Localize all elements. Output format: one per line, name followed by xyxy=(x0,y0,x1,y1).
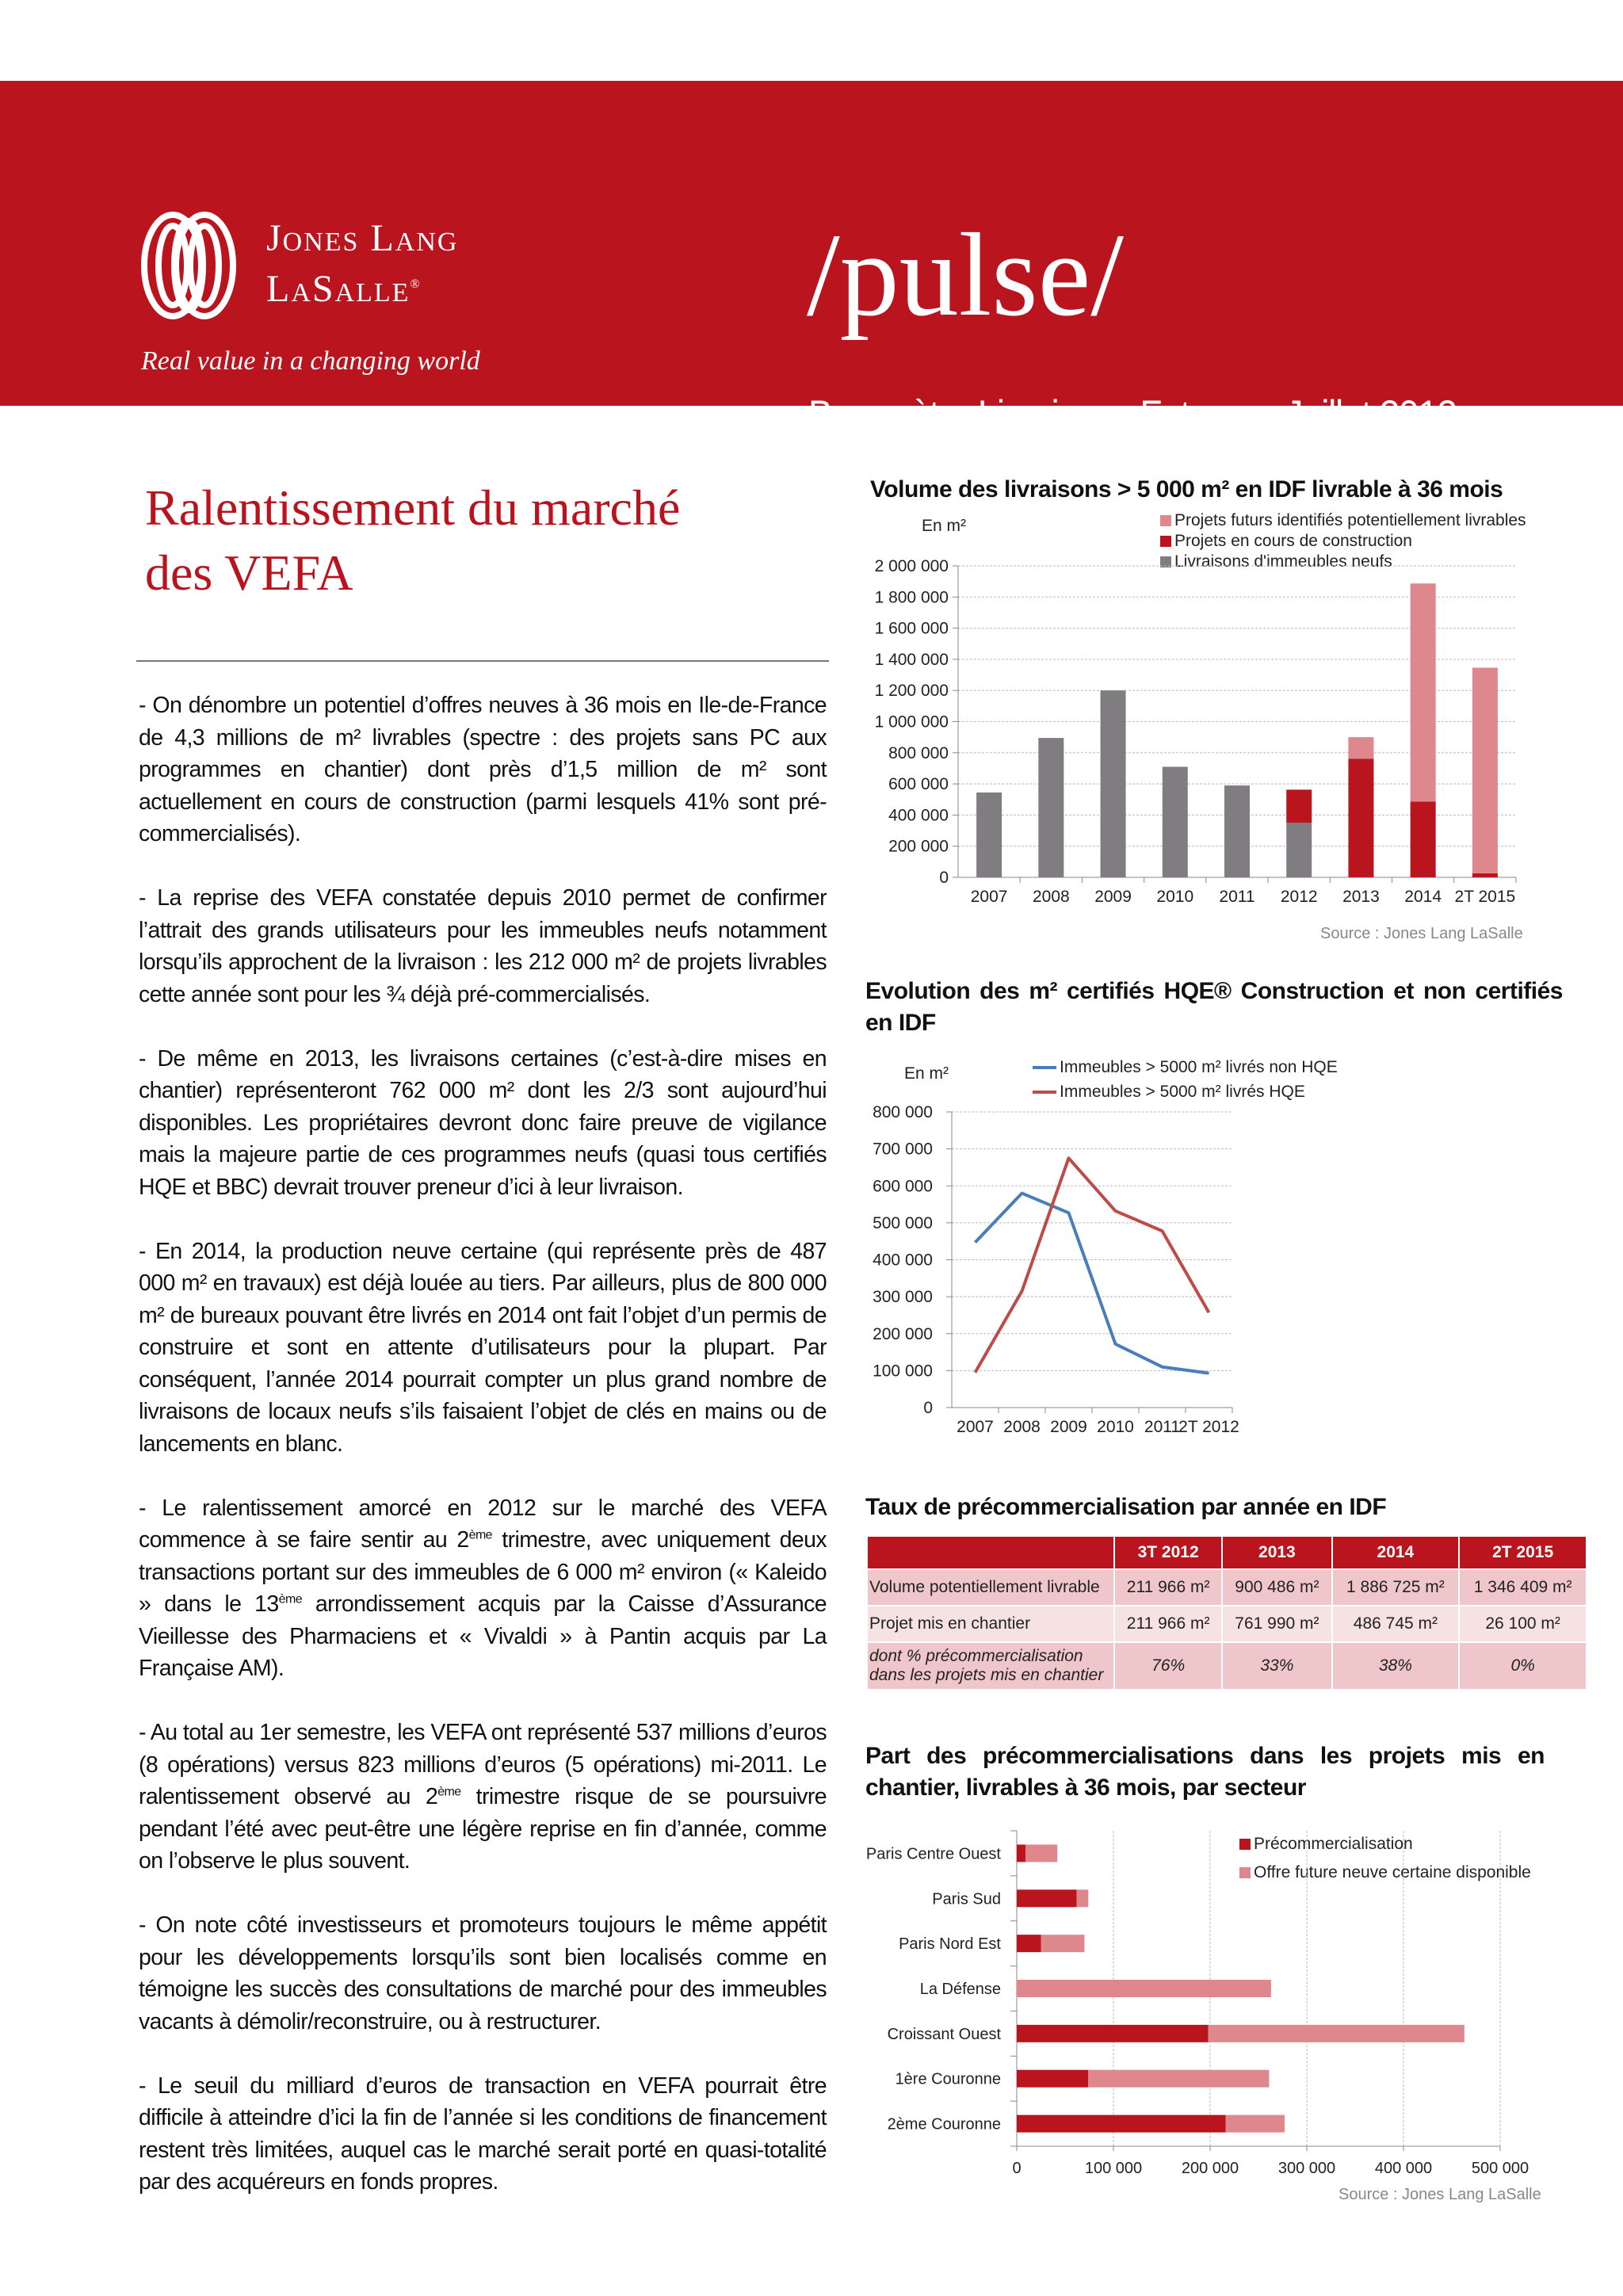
chart-title-hqe: Evolution des m² certifiés HQE® Construction et non certifiés en IDF xyxy=(865,978,1563,1036)
svg-text:2009: 2009 xyxy=(1094,888,1132,906)
svg-text:2010: 2010 xyxy=(1097,1418,1134,1436)
y-axis-unit: En m² xyxy=(904,1064,949,1083)
svg-text:Paris Nord Est: Paris Nord Est xyxy=(899,1935,1001,1954)
article-title-line2: des VEFA xyxy=(145,544,353,601)
company-name-line1: Jones Lang xyxy=(266,217,459,259)
table-title: Taux de précommercialisation par année en IDF xyxy=(865,1494,1387,1520)
table-cell: 486 745 m² xyxy=(1333,1606,1459,1641)
svg-text:500 000: 500 000 xyxy=(1471,2160,1529,2177)
svg-text:Croissant Ouest: Croissant Ouest xyxy=(887,2025,1001,2043)
svg-text:Paris Sud: Paris Sud xyxy=(932,1890,1001,1908)
registered-mark: ® xyxy=(410,277,422,291)
paragraph: - On dénombre un potentiel d’offres neuves à 36 mois en Ile-de-France de 4,3 millions de m² livrables (spectre : des projets sans PC aux programmes en chantier) dont près d’1,5 million de m² sont actuellement en cours de construction (parmi lesquels 41% sont pré-commercialisés). xyxy=(139,693,827,846)
svg-text:2010: 2010 xyxy=(1156,888,1194,906)
svg-text:1 600 000: 1 600 000 xyxy=(874,619,949,638)
svg-text:600 000: 600 000 xyxy=(873,1177,933,1196)
paragraph: - En 2014, la production neuve certaine (qui représente près de 487 000 m² en travaux) est déjà louée au tiers. Par ailleurs, plus de 800 000 m² de bureaux pouvant être livrés en 2014 ont fait l’objet d’un permis de construire et sont en attente d’utilisateurs pour la plupart. Par conséquent, l’année 2014 pourrait compter un plus grand nombre de livraisons de locaux neufs s’ils faisaient l’objet de clés en mains ou de lancements en blanc. xyxy=(139,1238,827,1457)
svg-text:0: 0 xyxy=(939,869,949,887)
svg-text:2012: 2012 xyxy=(1280,888,1318,906)
row-label: dont % précommercialisation dans les projets mis en chantier xyxy=(868,1643,1113,1689)
svg-text:1 800 000: 1 800 000 xyxy=(874,588,949,607)
paragraph: - De même en 2013, les livraisons certaines (c’est-à-dire mises en chantier) représenteront 762 000 m² dont les 2/3 sont aujourd’hui disponibles. Les propriétaires devront donc faire preuve de vigilance mais la majeure partie de ces programmes neufs (quasi tous certifiés HQE et BBC) devrait trouver preneur d’ici à leur livraison. xyxy=(139,1045,827,1200)
svg-text:400 000: 400 000 xyxy=(888,806,949,825)
svg-text:2011: 2011 xyxy=(1144,1418,1181,1436)
table-cell: 900 486 m² xyxy=(1223,1570,1331,1605)
table-cell: 0% xyxy=(1460,1643,1586,1689)
table-cell: 211 966 m² xyxy=(1115,1570,1221,1605)
svg-text:800 000: 800 000 xyxy=(888,743,949,762)
svg-text:2008: 2008 xyxy=(1032,888,1070,906)
paragraph: - On note côté investisseurs et promoteurs toujours le même appétit pour les développements lorsqu’ils sont bien localisés comme en témoigne les succès des consultations de marché pour des immeubles vacants à démolir/reconstruire, ou à restructurer. xyxy=(139,1912,827,2034)
company-tagline: Real value in a changing world xyxy=(141,346,480,376)
report-subtitle: Baromètre Livraisons Futures - Juillet 2012 xyxy=(808,392,1457,437)
svg-text:500 000: 500 000 xyxy=(873,1213,933,1232)
legend-item: Projets futurs identifiés potentiellement livrables xyxy=(1160,511,1526,530)
table-cell: 1 886 725 m² xyxy=(1333,1570,1459,1605)
table-cell: 26 100 m² xyxy=(1460,1606,1586,1641)
publication-title: /pulse/ xyxy=(807,209,1124,341)
paragraph: - Le seuil du milliard d’euros de transaction en VEFA pourrait être difficile à atteindre d’ici la fin de l’année si les conditions de financement restent très limitées, auquel cas le marché serait porté en quasi-totalité par des acquéreurs en fonds propres. xyxy=(139,2073,827,2195)
svg-text:1 200 000: 1 200 000 xyxy=(874,682,949,701)
svg-text:200 000: 200 000 xyxy=(1181,2160,1239,2177)
legend-item: Livraisons d'immeubles neufs xyxy=(1160,552,1392,571)
svg-text:1ère Couronne: 1ère Couronne xyxy=(895,2070,1001,2088)
svg-text:200 000: 200 000 xyxy=(888,837,949,856)
svg-text:2ème Couronne: 2ème Couronne xyxy=(887,2115,1001,2134)
svg-text:2008: 2008 xyxy=(1003,1418,1041,1436)
legend-item: Offre future neuve certaine disponible xyxy=(1239,1863,1531,1882)
svg-text:300 000: 300 000 xyxy=(1277,2160,1336,2177)
svg-text:1 000 000: 1 000 000 xyxy=(874,712,949,732)
row-label: Projet mis en chantier xyxy=(868,1606,1113,1641)
svg-text:2007: 2007 xyxy=(957,1418,994,1436)
table-cell: 38% xyxy=(1333,1643,1459,1689)
svg-text:0: 0 xyxy=(923,1399,933,1417)
svg-text:Paris Centre Ouest: Paris Centre Ouest xyxy=(865,1845,1001,1863)
svg-text:0: 0 xyxy=(1012,2160,1022,2177)
chart-source: Source : Jones Lang LaSalle xyxy=(1338,2186,1541,2203)
paragraph: - Au total au 1er semestre, les VEFA ont représenté 537 millions d’euros (8 opérations) versus 823 millions d’euros (5 opérations) mi-2011. Le ralentissement observé au 2ème trimestre risque de se poursuivre pendant l’été avec peut-être une légère reprise en fin d’année, comme on l’observe le plus souvent. xyxy=(139,1720,827,1874)
svg-text:2 000 000: 2 000 000 xyxy=(874,557,949,575)
company-name-line2: LaSalle xyxy=(266,268,411,310)
svg-text:200 000: 200 000 xyxy=(873,1324,933,1343)
svg-text:100 000: 100 000 xyxy=(873,1362,933,1381)
row-label: Volume potentiellement livrable xyxy=(868,1570,1113,1605)
svg-text:2T 2015: 2T 2015 xyxy=(1454,888,1516,906)
legend-item: Précommercialisation xyxy=(1239,1835,1413,1854)
chart-title-secteur: Part des précommercialisations dans les projets mis en chantier, livrables à 36 mois, par secteur xyxy=(865,1743,1545,1801)
svg-text:2013: 2013 xyxy=(1342,888,1380,906)
svg-text:2011: 2011 xyxy=(1219,888,1255,906)
legend-item: Projets en cours de construction xyxy=(1160,532,1412,551)
table-header: 2T 2015 xyxy=(1460,1537,1586,1568)
svg-text:400 000: 400 000 xyxy=(1374,2160,1433,2177)
table-header: 2013 xyxy=(1223,1537,1331,1568)
svg-text:100 000: 100 000 xyxy=(1084,2160,1143,2177)
svg-text:2007: 2007 xyxy=(970,888,1008,906)
svg-text:800 000: 800 000 xyxy=(873,1103,933,1121)
table-cell: 761 990 m² xyxy=(1223,1606,1331,1641)
legend-item: Immeubles > 5000 m² livrés non HQE xyxy=(1033,1058,1338,1077)
svg-text:300 000: 300 000 xyxy=(873,1288,933,1307)
table-header: 3T 2012 xyxy=(1115,1537,1221,1568)
chart-title-volume-livraisons: Volume des livraisons > 5 000 m² en IDF livrable à 36 mois xyxy=(870,476,1503,502)
paragraph: - La reprise des VEFA constatée depuis 2010 permet de confirmer l’attrait des grands utilisateurs pour les immeubles neufs notamment lorsqu’ils approchent de la livraison : les 212 000 m² de projets livrables cette année sont pour les ¾ déjà pré-commercialisés. xyxy=(139,885,827,1007)
svg-text:2014: 2014 xyxy=(1404,888,1442,906)
svg-text:600 000: 600 000 xyxy=(888,775,949,794)
svg-text:2009: 2009 xyxy=(1050,1418,1087,1436)
svg-text:400 000: 400 000 xyxy=(873,1251,933,1270)
paragraph: - Le ralentissement amorcé en 2012 sur le marché des VEFA commence à se faire sentir au 2ème trimestre, avec uniquement deux transactions portant sur des immeubles de 6 000 m² environ (« Kaleido » dans le 13ème arrondissement acquis par la Caisse d’Assurance Vieillesse des Pharmaciens et « Vivaldi » à Pantin acquis par La Française AM). xyxy=(139,1495,827,1681)
table-cell: 211 966 m² xyxy=(1115,1606,1221,1641)
svg-text:2T 2012: 2T 2012 xyxy=(1178,1418,1239,1436)
chart-source: Source : Jones Lang LaSalle xyxy=(1320,925,1523,942)
table-cell: 1 346 409 m² xyxy=(1460,1570,1586,1605)
table-cell: 76% xyxy=(1115,1643,1221,1689)
table-header: 2014 xyxy=(1333,1537,1459,1568)
article-title-line1: Ralentissement du marché xyxy=(145,479,681,536)
svg-text:700 000: 700 000 xyxy=(873,1140,933,1159)
legend-item: Immeubles > 5000 m² livrés HQE xyxy=(1033,1083,1305,1102)
svg-text:1 400 000: 1 400 000 xyxy=(874,650,949,669)
table-cell: 33% xyxy=(1223,1643,1331,1689)
svg-text:La Défense: La Défense xyxy=(919,1981,1001,1998)
y-axis-unit: En m² xyxy=(922,517,967,535)
